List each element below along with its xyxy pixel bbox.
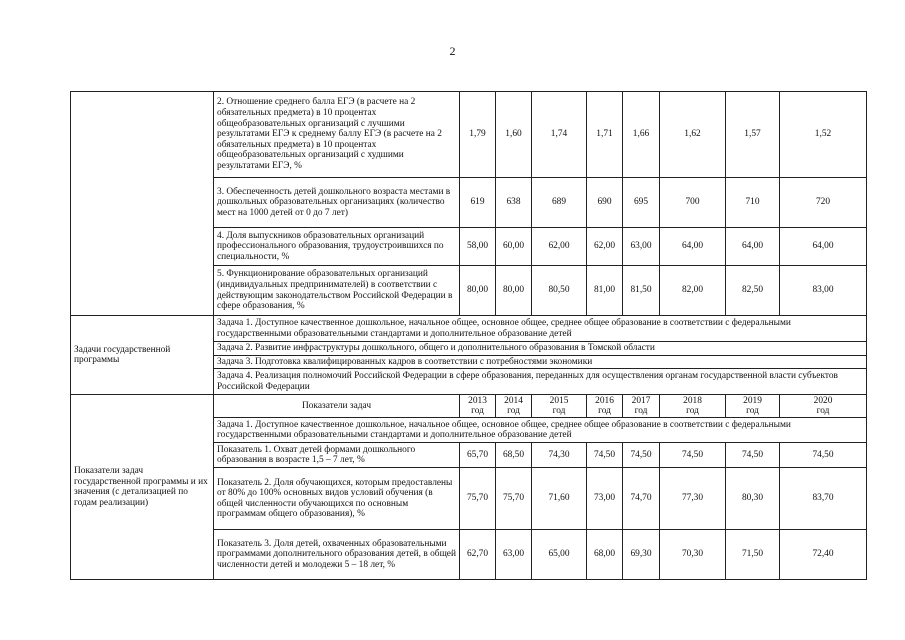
- value-cell: 619: [460, 178, 496, 228]
- value-cell: 81,00: [587, 266, 623, 316]
- indicator-name: Показатель 2. Доля обучающихся, которым предоставлены от 80% до 100% основных видов условий обучения (в общей численности обучающихся по основным программам общего образования), %: [214, 468, 460, 530]
- value-cell: 83,00: [780, 266, 867, 316]
- value-cell: 74,50: [780, 443, 867, 468]
- task-item: Задача 1. Доступное качественное дошкольное, начальное общее, основное общее, среднее общее образование в соответствии с федеральными государственными образовательными стандартами и дополнительное образование детей: [214, 316, 867, 342]
- task-item: Задача 3. Подготовка квалифицированных кадров в соответствии с потребностями экономики: [214, 355, 867, 369]
- indicator-name: 2. Отношение среднего балла ЕГЭ (в расчете на 2 обязательных предмета) в 10 процентах общеобразовательных организаций с лучшими результатами ЕГЭ к среднему баллу ЕГЭ (в расчете на 2 обязательных предмета) в 10 процентах общеобразовательных организаций с худшими результатами ЕГЭ, %: [214, 92, 460, 178]
- value-cell: 65,70: [460, 443, 496, 468]
- year-header: 2014 год: [496, 395, 532, 418]
- value-cell: 720: [780, 178, 867, 228]
- value-cell: 1,60: [496, 92, 532, 178]
- table-row: [71, 395, 867, 418]
- value-cell: 80,30: [726, 468, 780, 530]
- task-item: Задача 1. Доступное качественное дошкольное, начальное общее, основное общее, среднее общее образование в соответствии с федеральными государственными образовательными стандартами и дополнительное образование детей: [214, 418, 867, 443]
- value-cell: 74,70: [623, 468, 660, 530]
- value-cell: 74,50: [623, 443, 660, 468]
- value-cell: 80,00: [460, 266, 496, 316]
- value-cell: 80,00: [496, 266, 532, 316]
- year-header: 2015 год: [532, 395, 587, 418]
- value-cell: 64,00: [780, 228, 867, 266]
- value-cell: 71,60: [532, 468, 587, 530]
- tasks-section-label: Задачи государственной программы: [71, 316, 214, 395]
- value-cell: 75,70: [460, 468, 496, 530]
- value-cell: 65,00: [532, 530, 587, 580]
- indicator-name: 3. Обеспеченность детей дошкольного возраста местами в дошкольных образовательных организациях (количество мест на 1000 детей от 0 до 7 лет): [214, 178, 460, 228]
- value-cell: 58,00: [460, 228, 496, 266]
- indicators-section-label: Показатели задач государственной программы и их значения (с детализацией по годам реализации): [71, 395, 214, 580]
- value-cell: 63,00: [623, 228, 660, 266]
- value-cell: 72,40: [780, 530, 867, 580]
- empty-label-cell: [71, 92, 214, 316]
- value-cell: 68,50: [496, 443, 532, 468]
- table-row: [71, 92, 867, 178]
- value-cell: 1,79: [460, 92, 496, 178]
- task-item: Задача 4. Реализация полномочий Российской Федерации в сфере образования, переданных для осуществления органам государственной власти субъектов Российской Федерации: [214, 369, 867, 395]
- year-header: 2018 год: [660, 395, 726, 418]
- value-cell: 62,00: [532, 228, 587, 266]
- value-cell: 80,50: [532, 266, 587, 316]
- value-cell: 82,00: [660, 266, 726, 316]
- year-header: 2013 год: [460, 395, 496, 418]
- value-cell: 73,00: [587, 468, 623, 530]
- value-cell: 700: [660, 178, 726, 228]
- value-cell: 77,30: [660, 468, 726, 530]
- year-header: 2016 год: [587, 395, 623, 418]
- value-cell: 74,30: [532, 443, 587, 468]
- value-cell: 74,50: [587, 443, 623, 468]
- value-cell: 638: [496, 178, 532, 228]
- value-cell: 1,52: [780, 92, 867, 178]
- value-cell: 83,70: [780, 468, 867, 530]
- value-cell: 60,00: [496, 228, 532, 266]
- indicator-name: Показатель 1. Охват детей формами дошкольного образования в возрасте 1,5 – 7 лет, %: [214, 443, 460, 468]
- value-cell: 71,50: [726, 530, 780, 580]
- program-table: [70, 91, 867, 580]
- value-cell: 81,50: [623, 266, 660, 316]
- value-cell: 69,30: [623, 530, 660, 580]
- year-header: 2017 год: [623, 395, 660, 418]
- value-cell: 710: [726, 178, 780, 228]
- value-cell: 64,00: [726, 228, 780, 266]
- value-cell: 62,00: [587, 228, 623, 266]
- value-cell: 68,00: [587, 530, 623, 580]
- value-cell: 690: [587, 178, 623, 228]
- indicator-name: 4. Доля выпускников образовательных организаций профессионального образования, трудоустроившихся по специальности, %: [214, 228, 460, 266]
- value-cell: 82,50: [726, 266, 780, 316]
- value-cell: 689: [532, 178, 587, 228]
- value-cell: 1,62: [660, 92, 726, 178]
- value-cell: 62,70: [460, 530, 496, 580]
- indicator-name: Показатель 3. Доля детей, охваченных образовательными программами дополнительного образования детей, в общей численности детей и молодежи 5 – 18 лет, %: [214, 530, 460, 580]
- year-header: 2019 год: [726, 395, 780, 418]
- year-header: 2020 год: [780, 395, 867, 418]
- indicators-header: Показатели задач: [214, 395, 460, 418]
- value-cell: 74,50: [726, 443, 780, 468]
- page-number: 2: [449, 44, 456, 58]
- value-cell: 63,00: [496, 530, 532, 580]
- value-cell: 70,30: [660, 530, 726, 580]
- value-cell: 1,71: [587, 92, 623, 178]
- value-cell: 1,57: [726, 92, 780, 178]
- value-cell: 1,74: [532, 92, 587, 178]
- value-cell: 74,50: [660, 443, 726, 468]
- value-cell: 695: [623, 178, 660, 228]
- value-cell: 1,66: [623, 92, 660, 178]
- table-row: [71, 316, 867, 342]
- value-cell: 75,70: [496, 468, 532, 530]
- value-cell: 64,00: [660, 228, 726, 266]
- indicator-name: 5. Функционирование образовательных организаций (индивидуальных предпринимателей) в соответствии с действующим законодательством Российской Федерации в сфере образования, %: [214, 266, 460, 316]
- task-item: Задача 2. Развитие инфраструктуры дошкольного, общего и дополнительного образования в Томской области: [214, 342, 867, 356]
